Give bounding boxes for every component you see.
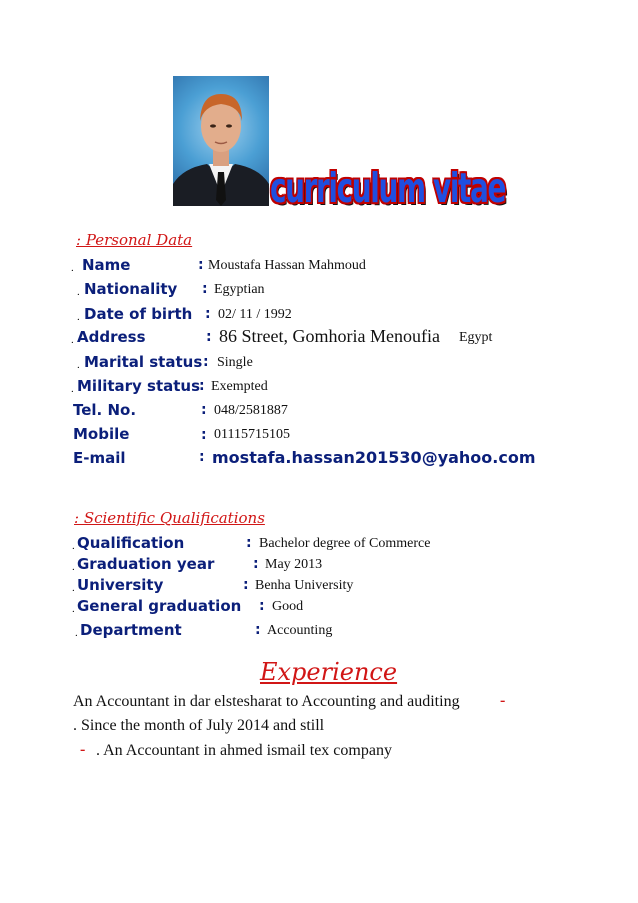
general-graduation-value: Good — [272, 599, 304, 614]
profile-photo — [173, 76, 269, 206]
bullet-dot: . — [71, 262, 74, 274]
colon: : — [246, 535, 252, 551]
department-value: Accounting — [267, 623, 333, 638]
name-value: Moustafa Hassan Mahmoud — [208, 258, 366, 273]
colon: : — [199, 449, 205, 465]
person-portrait-icon — [173, 76, 269, 206]
experience-line-2: . Since the month of July 2014 and still — [73, 717, 325, 734]
mobile-value: 01115715105 — [214, 427, 290, 442]
marital-status-value: Single — [217, 355, 253, 370]
bullet-dot: . — [72, 603, 75, 615]
colon: : — [202, 281, 208, 297]
department-label: Department — [80, 621, 182, 639]
address-country: Egypt — [459, 330, 493, 345]
colon: : — [201, 402, 207, 418]
bullet-dot: . — [77, 286, 80, 298]
graduation-year-value: May 2013 — [265, 557, 323, 572]
tel-value: 048/2581887 — [214, 403, 288, 418]
qualification-label: Qualification — [77, 534, 185, 552]
email-label: E-mail — [73, 449, 126, 467]
cv-title: curriculum vitae — [270, 164, 505, 212]
bullet-dot: . — [72, 540, 75, 552]
date-of-birth-label: Date of birth — [84, 305, 193, 323]
bullet-dot: . — [77, 359, 80, 371]
university-label: University — [77, 576, 164, 594]
general-graduation-label: General graduation — [77, 597, 242, 615]
mobile-label: Mobile — [73, 425, 130, 443]
military-status-value: Exempted — [211, 379, 268, 394]
colon: : — [206, 329, 212, 345]
qualification-value: Bachelor degree of Commerce — [259, 536, 431, 551]
address-value: 86 Street, Gomhoria Menoufia — [219, 326, 440, 346]
bullet-dot: . — [77, 311, 80, 323]
nationality-label: Nationality — [84, 280, 178, 298]
colon: : — [198, 257, 204, 273]
colon: : — [205, 306, 211, 322]
personal-data-heading: : Personal Data — [76, 231, 193, 249]
experience-line-3: . An Accountant in ahmed ismail tex company — [96, 742, 392, 759]
bullet-dot: . — [75, 627, 78, 639]
tel-label: Tel. No. — [73, 401, 137, 419]
experience-line-1: An Accountant in dar elstesharat to Accounting and auditing — [73, 693, 460, 710]
colon: : — [255, 622, 261, 638]
address-label: Address — [77, 328, 146, 346]
colon: : — [199, 378, 205, 394]
colon: : — [243, 577, 249, 593]
name-label: Name — [82, 256, 131, 274]
university-value: Benha University — [255, 578, 354, 593]
bullet-dot: . — [72, 561, 75, 573]
colon: : — [253, 556, 259, 572]
dash-marker: - — [500, 692, 506, 709]
bullet-dot: . — [71, 383, 74, 395]
colon: : — [203, 354, 209, 370]
bullet-dot: . — [72, 582, 75, 594]
experience-heading: Experience — [260, 658, 398, 686]
military-status-label: Military status — [77, 377, 201, 395]
bullet-dot: . — [71, 334, 74, 346]
graduation-year-label: Graduation year — [77, 555, 215, 573]
email-value[interactable]: mostafa.hassan201530@yahoo.com — [212, 448, 536, 467]
scientific-qualifications-heading: : Scientific Qualifications — [74, 509, 265, 527]
dash-marker: - — [80, 741, 86, 758]
marital-status-label: Marital status — [84, 353, 203, 371]
colon: : — [259, 598, 265, 614]
colon: : — [201, 427, 207, 443]
date-of-birth-value: 02/ 11 / 1992 — [218, 307, 292, 322]
nationality-value: Egyptian — [214, 282, 265, 297]
